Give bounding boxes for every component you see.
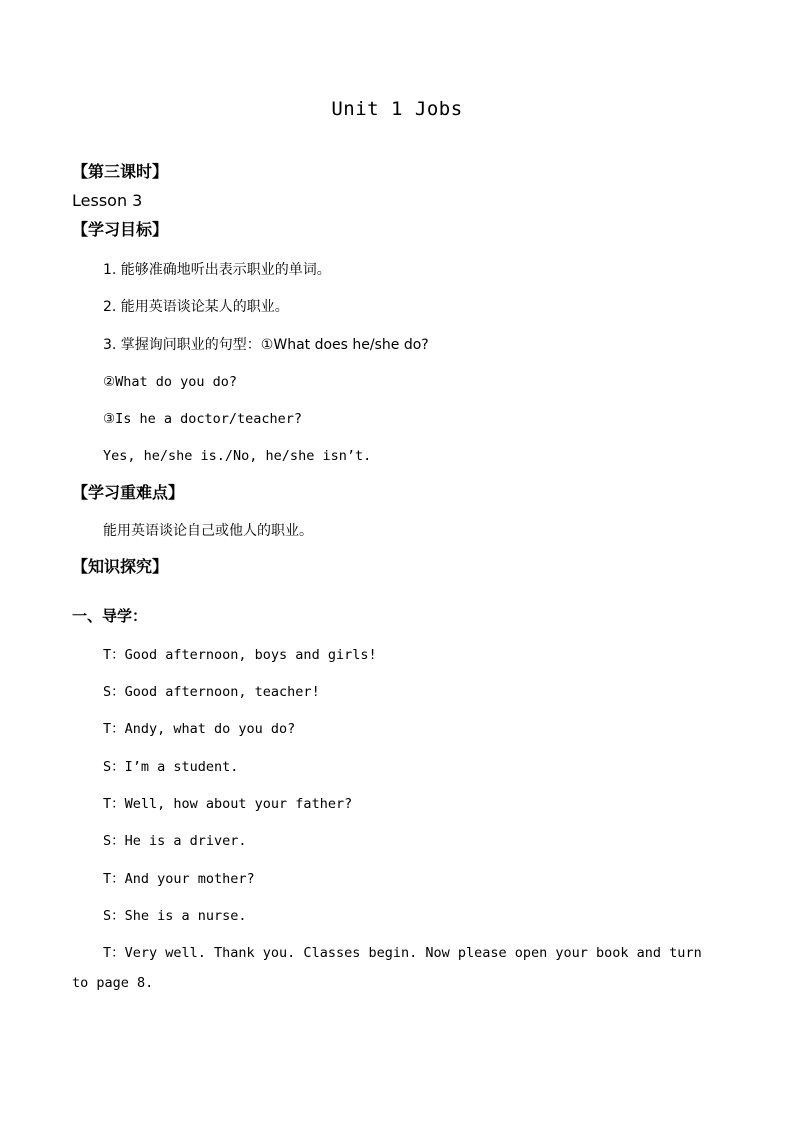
guide-heading: 一、导学： <box>72 607 148 625</box>
dialogue-line: S：She is a nurse. <box>103 908 247 924</box>
objectives-heading: 【学习目标】 <box>72 220 169 239</box>
lesson-label: Lesson 3 <box>72 191 143 210</box>
period-heading: 【第三课时】 <box>72 162 169 181</box>
objective-item: ②What do you do? <box>103 374 238 390</box>
dialogue-line: T：And your mother? <box>103 871 255 887</box>
dialogue-line: S：I’m a student. <box>103 759 239 775</box>
objective-item: 2. 能用英语谈论某人的职业。 <box>103 299 289 315</box>
dialogue-line: S：He is a driver. <box>103 833 247 849</box>
dialogue-line: S：Good afternoon, teacher! <box>103 684 320 700</box>
objective-item: Yes, he/she is./No, he/she isn’t. <box>103 448 372 464</box>
dialogue-line: T：Good afternoon, boys and girls! <box>103 647 377 663</box>
dialogue-line: T：Well, how about your father? <box>103 796 353 812</box>
explore-heading: 【知识探究】 <box>72 557 169 576</box>
objective-item: 3. 掌握询问职业的句型：①What does he/she do? <box>103 337 429 353</box>
key-points-text: 能用英语谈论自己或他人的职业。 <box>103 523 313 539</box>
key-points-heading: 【学习重难点】 <box>72 483 185 502</box>
objective-item: 1. 能够准确地听出表示职业的单词。 <box>103 262 331 278</box>
dialogue-line: T：Andy, what do you do? <box>103 721 296 737</box>
objective-item: ③Is he a doctor/teacher? <box>103 411 303 427</box>
closing-paragraph: T：Very well. Thank you. Classes begin. Now please open your book and turn to page 8. <box>72 945 702 991</box>
document-title: Unit 1 Jobs <box>331 98 463 120</box>
